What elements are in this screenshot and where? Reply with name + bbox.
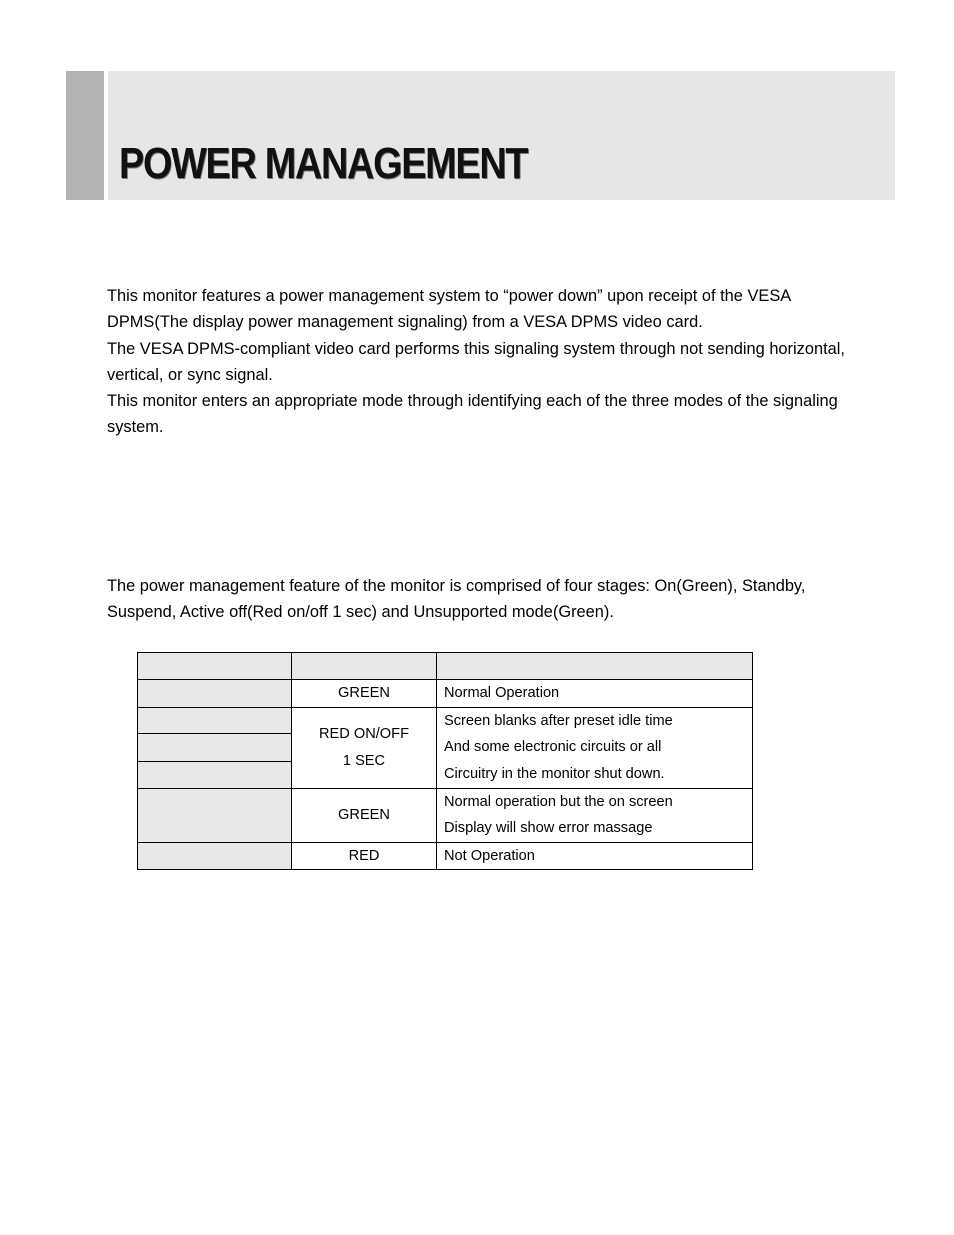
intro-section <box>107 283 867 441</box>
stages-section <box>107 573 867 626</box>
mode-cell <box>138 733 292 761</box>
description-line: And some electronic circuits or all <box>444 739 662 756</box>
table-row <box>138 680 753 708</box>
description-line: Normal operation but the on screen <box>444 793 673 810</box>
power-modes-table <box>137 652 753 870</box>
mode-cell <box>138 761 292 788</box>
led-cell: RED <box>292 842 437 870</box>
mode-cell <box>138 788 292 842</box>
banner-accent-block <box>66 71 104 200</box>
header-cell-description <box>437 653 753 680</box>
description-cell <box>437 788 753 842</box>
intro-paragraph: The VESA DPMS-compliant video card performs this signaling system through not sending horizontal, vertical, or sync signal. <box>107 339 845 384</box>
led-line: 1 SEC <box>342 752 386 769</box>
stages-paragraph: The power management feature of the monitor is comprised of four stages: On(Green), Standby, Suspend, Active off(Red on/off 1 sec) and Unsupported mode(Green). <box>107 577 806 622</box>
header-cell-led <box>292 653 437 680</box>
page-title: POWER MANAGEMENT <box>119 139 528 188</box>
table-row <box>138 788 753 842</box>
description-line: Display will show error massage <box>444 820 653 836</box>
description-cell <box>437 680 753 708</box>
mode-cell <box>138 707 292 733</box>
description-line: Normal Operation <box>444 685 560 701</box>
mode-cell <box>138 842 292 870</box>
description-cell <box>437 707 753 788</box>
mode-cell <box>138 680 292 708</box>
table-row <box>138 842 753 870</box>
led-line: RED ON/OFF <box>319 726 409 742</box>
led-cell: GREEN <box>292 788 437 842</box>
header-cell-mode <box>138 653 292 680</box>
description-line: Screen blanks after preset idle time <box>444 712 673 729</box>
led-cell: GREEN <box>292 680 437 708</box>
led-cell <box>292 707 437 788</box>
description-cell <box>437 842 753 870</box>
table-header-row <box>138 653 753 680</box>
description-line: Not Operation <box>444 847 535 864</box>
description-line: Circuitry in the monitor shut down. <box>444 765 665 782</box>
intro-paragraph: This monitor enters an appropriate mode through identifying each of the three modes of the signaling system. <box>107 392 838 437</box>
intro-paragraph: This monitor features a power management system to “power down” upon receipt of the VESA DPMS(The display power management signaling) from a VESA DPMS video card. <box>107 287 791 332</box>
table-row <box>138 707 753 733</box>
